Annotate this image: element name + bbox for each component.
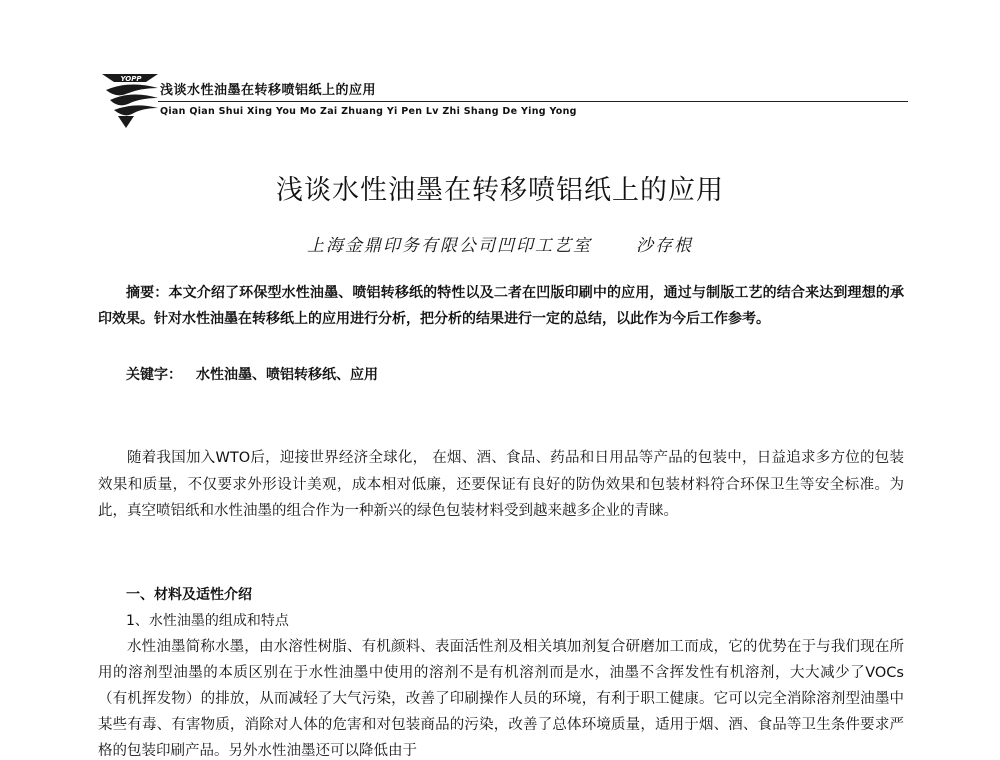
keywords	[98, 362, 904, 388]
intro-paragraph: 随着我国加入WTO后，迎接世界经济全球化， 在烟、酒、食品、药品和日用品等产品的包装中，日益追求多方位的包装效果和质量，不仅要求外形设计美观，成本相对低廉，还要保证有良好的防伪效果和包装材料符合环保卫生等安全标准。为此，真空喷铝纸和水性油墨的组合作为一种新兴的绿色包装材料受到越来越多企业的青睐。	[98, 450, 904, 519]
abstract: 摘要：本文介绍了环保型水性油墨、喷铝转移纸的特性以及二者在凹版印刷中的应用，通过与制版工艺的结合来达到理想的承印效果。针对水性油墨在转移纸上的应用进行分析，把分析的结果进行一定的总结，以此作为今后工作参考。	[98, 285, 904, 327]
keywords-list: 水性油墨、喷铝转移纸、应用	[196, 367, 378, 383]
logo-lettering: YOPP	[120, 75, 142, 83]
body-paragraph: 水性油墨简称水墨，由水溶性树脂、有机颜料、表面活性剂及相关填加剂复合研磨加工而成，它的优势在于与我们现在所用的溶剂型油墨的本质区别在于水性油墨中使用的溶剂不是有机溶剂而是水，油墨不含挥发性有机溶剂，大大减少了VOCs（有机挥发物）的排放，从而减轻了大气污染，改善了印刷操作人员的环境，有利于职工健康。它可以完全消除溶剂型油墨中某些有毒、有害物质，消除对人体的危害和对包装商品的污染，改善了总体环境质量，适用于烟、酒、食品等卫生条件要求严格的包装印刷产品。另外水性油墨还可以降低由于	[98, 639, 904, 759]
journal-logo-icon	[100, 66, 160, 128]
author-name: 沙存根	[636, 236, 693, 256]
running-header-title: 浅谈水性油墨在转移喷铝纸上的应用	[160, 83, 377, 98]
author-line	[0, 231, 1000, 256]
header-divider	[158, 101, 908, 102]
running-header-pinyin: Qian Qian Shui Xing You Mo Zai Zhuang Yi Pen Lv Zhi Shang De Ying Yong	[160, 106, 577, 117]
subsection-heading: 1、水性油墨的组成和特点	[126, 613, 289, 629]
affiliation: 上海金鼎印务有限公司凹印工艺室	[307, 236, 592, 256]
keywords-label: 关键字：	[126, 367, 182, 383]
article-title: 浅谈水性油墨在转移喷铝纸上的应用	[276, 175, 724, 206]
section-heading: 一、材料及适性介绍	[126, 587, 252, 603]
